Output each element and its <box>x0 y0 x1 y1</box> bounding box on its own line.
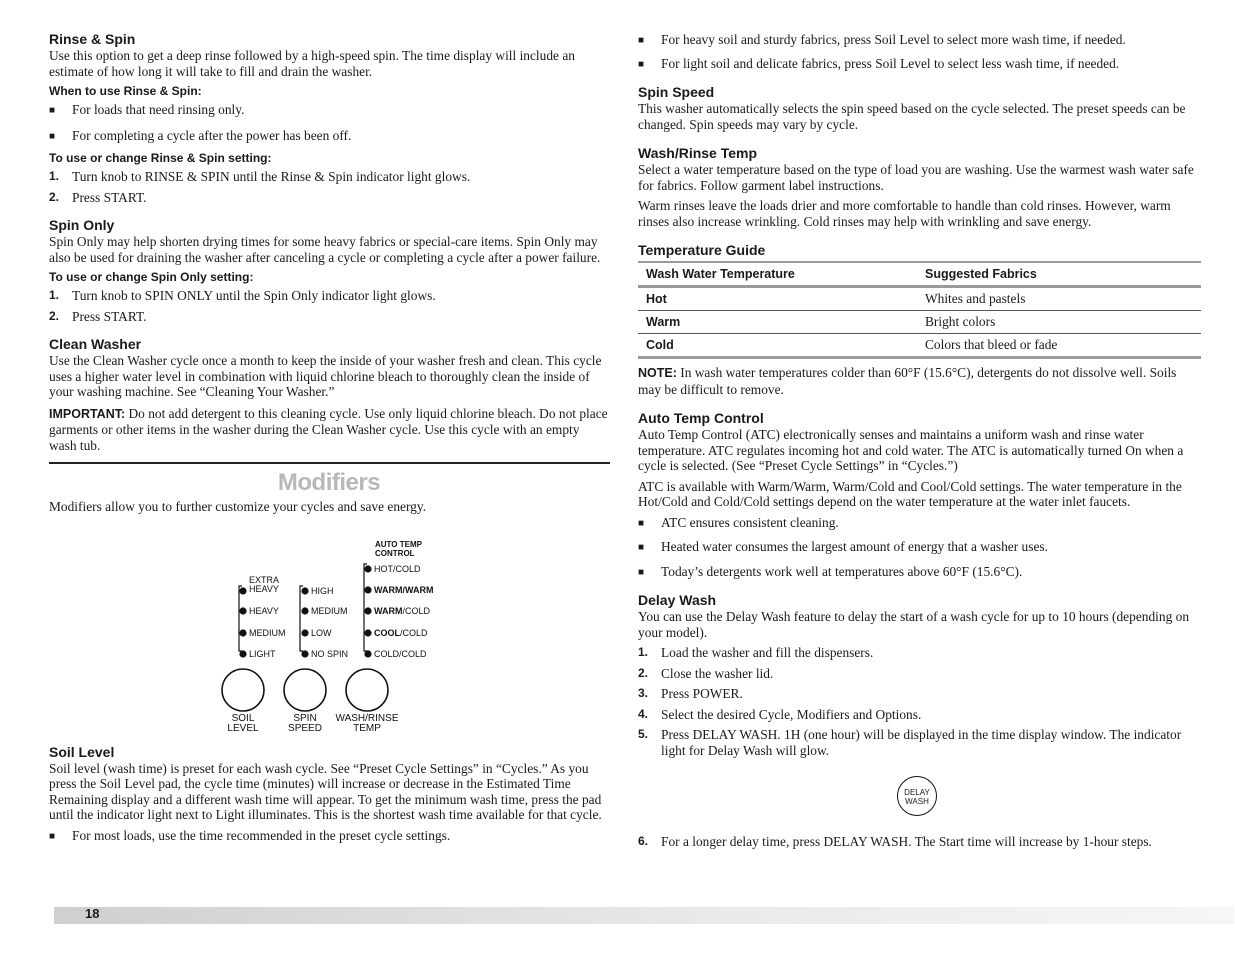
light-heavy: HEAVY <box>249 605 279 616</box>
bullet-square-icon: ■ <box>49 130 56 142</box>
section-divider <box>49 462 610 464</box>
table-row: Warm Bright colors <box>638 311 1201 334</box>
panel-graphic <box>49 515 610 725</box>
bullet-square-icon: ■ <box>638 35 645 46</box>
soil-level-label: SOIL LEVEL <box>227 712 259 734</box>
table-header-row: Wash Water Temperature Suggested Fabrics <box>638 262 1201 287</box>
list-item: 2. Press START. <box>49 189 147 205</box>
rinse-spin-use-heading: To use or change Rinse & Spin setting: <box>49 151 272 165</box>
right-column <box>638 30 1200 850</box>
clean-washer-heading: Clean Washer <box>49 336 142 352</box>
wash-rinse-body2: Warm rinses leave the loads drier and more comfortable to handle than cold rinses. However, warm rinses also increase wrinkling. Cold rinses may help with wrinkling and save energy. <box>638 198 1171 229</box>
left-column <box>49 30 609 844</box>
light-warm-warm: WARM/WARM <box>374 584 434 595</box>
modifiers-intro: Modifiers allow you to further customize your cycles and save energy. <box>49 499 427 514</box>
spin-only-heading: Spin Only <box>49 217 115 233</box>
list-item: ■ Today’s detergents work well at temperatures above 60°F (15.6°C). <box>638 563 1023 579</box>
bullet-square-icon: ■ <box>49 830 56 842</box>
list-item: 5. Press DELAY WASH. 1H (one hour) will be displayed in the time display window. The indicator light for Delay Wash will glow. <box>638 727 1182 758</box>
footer-bar <box>54 907 1234 924</box>
delay-wash-body: You can use the Delay Wash feature to delay the start of a wash cycle for up to 10 hours (depending on your model). <box>638 609 1190 640</box>
list-item: ■ For heavy soil and sturdy fabrics, press Soil Level to select more wash time, if needed. <box>638 32 1126 47</box>
light-hot-cold: HOT/COLD <box>374 563 421 574</box>
light-medium: MEDIUM <box>249 627 286 638</box>
list-item: 1. Load the washer and fill the dispensers. <box>638 645 874 660</box>
wash-rinse-temp-pad <box>346 669 388 711</box>
light-cool-cold: COOL/COLD <box>374 627 428 638</box>
page-number: 18 <box>85 906 100 921</box>
table-row: Hot Whites and pastels <box>638 287 1201 311</box>
spin-only-use-heading: To use or change Spin Only setting: <box>49 270 254 284</box>
list-item: ■ For most loads, use the time recommended in the preset cycle settings. <box>49 827 451 843</box>
list-item: ■ Heated water consumes the largest amount of energy that a washer uses. <box>638 539 1048 554</box>
bullet-square-icon: ■ <box>638 566 645 578</box>
table-row: Cold Colors that bleed or fade <box>638 334 1201 358</box>
atc-heading: Auto Temp Control <box>638 410 764 426</box>
soil-level-body: Soil level (wash time) is preset for each wash cycle. See “Preset Cycle Settings” in “Cycles.” As you press the Soil Level pad, the cycle time (minutes) will increase or decrease in the Estimated Time Remaining display and a different wash time will appear. To get the minimum wash time, press the pad until the indicator light next to Light illuminates. This is the shortest wash time available for that cycle. <box>49 760 602 822</box>
bullet-square-icon: ■ <box>638 58 645 70</box>
light-high: HIGH <box>311 585 334 596</box>
delay-wash-button-icon: DELAY WASH <box>897 776 937 816</box>
list-item: 3. Press POWER. <box>638 686 743 701</box>
temperature-guide-table <box>638 261 1201 359</box>
light-low: LOW <box>311 627 332 638</box>
list-item: 1. Turn knob to SPIN ONLY until the Spin Only indicator light glows. <box>49 288 436 303</box>
list-item: 4. Select the desired Cycle, Modifiers and Options. <box>638 706 922 722</box>
bullet-square-icon: ■ <box>49 105 56 116</box>
spin-only-body: Spin Only may help shorten drying times for some heavy fabrics or special-care items. Spin Only may also be used for draining the washer after canceling a cycle or completing a cycle after a power failure. <box>49 234 601 265</box>
list-item: 1. Turn knob to RINSE & SPIN until the Rinse & Spin indicator light glows. <box>49 169 471 184</box>
atc-label: AUTO TEMP CONTROL <box>375 539 422 558</box>
spin-speed-pad <box>284 669 326 711</box>
wash-rinse-temp-label: WASH/RINSE TEMP <box>335 712 399 734</box>
list-item: 6. For a longer delay time, press DELAY WASH. The Start time will increase by 1-hour steps. <box>638 834 1152 849</box>
light-light: LIGHT <box>249 648 276 659</box>
list-item: ■ ATC ensures consistent cleaning. <box>638 514 839 530</box>
list-item: 2. Close the washer lid. <box>638 665 774 681</box>
light-extra-heavy: EXTRA HEAVY <box>249 574 280 594</box>
delay-wash-figure <box>638 762 1200 824</box>
list-item: ■ For completing a cycle after the power has been off. <box>49 127 352 143</box>
modifiers-panel-diagram <box>49 515 610 734</box>
soil-level-pad <box>222 669 264 711</box>
rinse-spin-body: Use this option to get a deep rinse followed by a high-speed spin. The time display will include an estimate of how long it will take to fill and drain the washer. <box>49 48 575 79</box>
light-warm-cold: WARM/COLD <box>374 605 431 616</box>
list-item: ■ For loads that need rinsing only. <box>49 102 245 117</box>
spin-speed-label: SPIN SPEED <box>288 712 322 734</box>
wash-rinse-body1: Select a water temperature based on the type of load you are washing. Use the warmest wash water safe for fabrics. Follow garment label instructions. <box>638 162 1194 193</box>
bullet-square-icon: ■ <box>638 542 645 553</box>
modifiers-title: Modifiers <box>277 469 381 496</box>
bullet-square-icon: ■ <box>638 517 645 529</box>
spin-speed-heading: Spin Speed <box>638 84 715 100</box>
light-no-spin: NO SPIN <box>311 648 349 659</box>
list-item: ■ For light soil and delicate fabrics, press Soil Level to select less wash time, if needed. <box>638 55 1120 71</box>
soil-level-heading: Soil Level <box>49 743 115 760</box>
light-cold-cold: COLD/COLD <box>374 648 427 659</box>
list-item: 2. Press START. <box>49 308 147 324</box>
spin-speed-body: This washer automatically selects the spin speed based on the cycle selected. The preset speeds can be changed. Spin speeds may vary by cycle. <box>638 101 1186 132</box>
temp-guide-heading: Temperature Guide <box>638 242 766 258</box>
rinse-spin-heading: Rinse & Spin <box>49 31 136 47</box>
atc-body1: Auto Temp Control (ATC) electronically senses and maintains a uniform wash and rinse water temperature. ATC regulates incoming hot and cold water. The ATC is automatically turned On when a cycle is selected. (See “Preset Cycle Settings” in “Cycles.”) <box>638 427 1184 473</box>
rinse-spin-when-heading: When to use Rinse & Spin: <box>49 84 202 98</box>
delay-wash-heading: Delay Wash <box>638 592 717 608</box>
clean-washer-important: IMPORTANT: Do not add detergent to this cleaning cycle. Use only liquid chlorine bleach. Do not place garments or other items in the washer during the Clean Washer cycle. Use this cycle with an empty wash tub. <box>49 405 608 453</box>
light-medium-spin: MEDIUM <box>311 605 348 616</box>
atc-body2: ATC is available with Warm/Warm, Warm/Cold and Cool/Cold settings. The water temperature in the Hot/Cold and Cold/Cold settings depend on the water temperature at the water inlet faucets. <box>638 478 1182 509</box>
clean-washer-body: Use the Clean Washer cycle once a month to keep the inside of your washer fresh and clean. This cycle uses a higher water level in combination with liquid chlorine bleach to thoroughly clean the inside of your washing machine. See “Cleaning Your Washer.” <box>49 353 602 399</box>
temp-note: NOTE: In wash water temperatures colder than 60°F (15.6°C), detergents do not dissolve well. Soils may be difficult to remove. <box>638 365 1177 397</box>
wash-rinse-heading: Wash/Rinse Temp <box>638 145 758 161</box>
